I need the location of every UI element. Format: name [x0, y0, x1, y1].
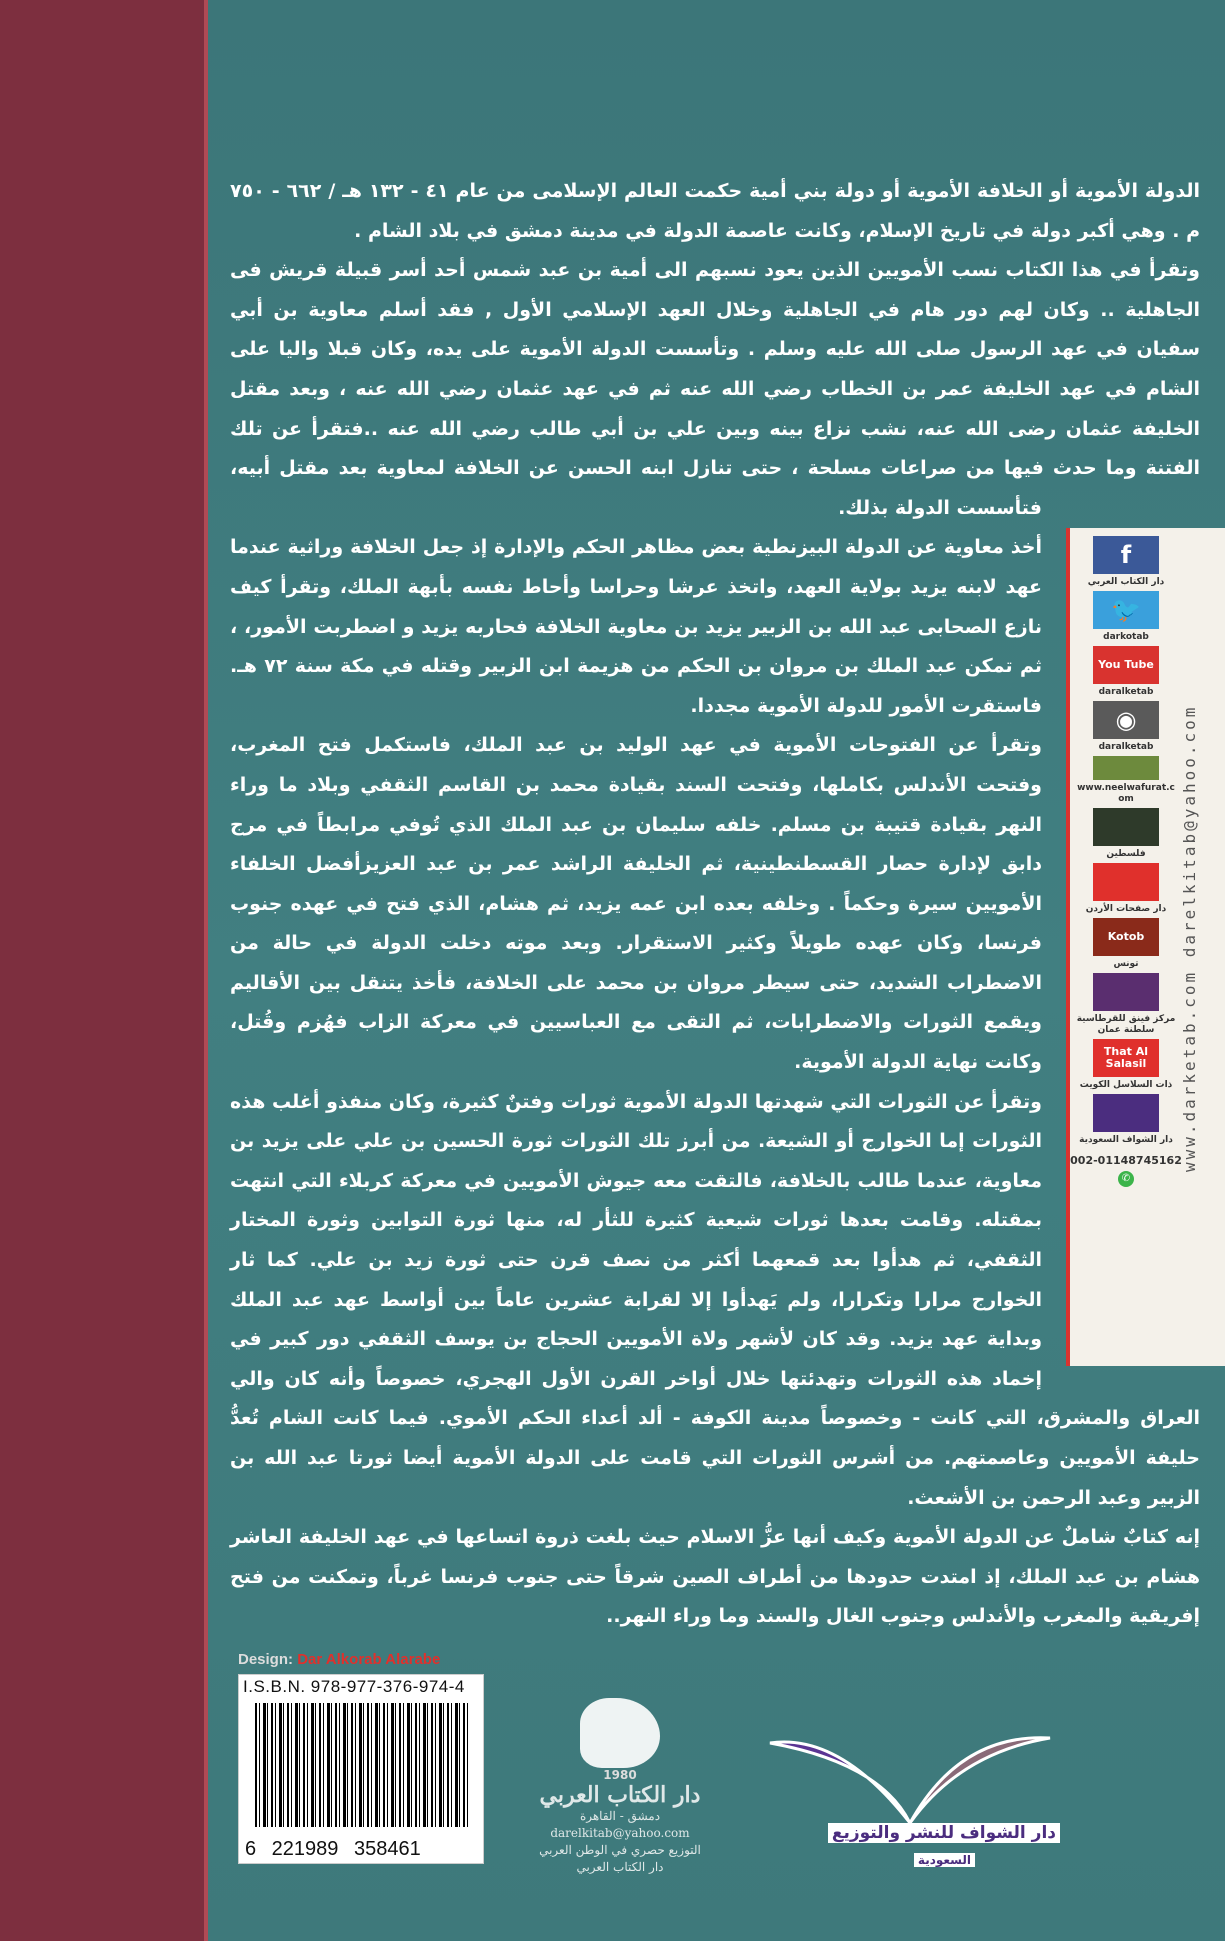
phone-number: 002-01148745162	[1070, 1154, 1182, 1167]
blurb-paragraph-2: وتقرأ في هذا الكتاب نسب الأمويين الذين يعود نسبهم الى أمية بن عبد شمس أحد أسر قبيلة قريش فى الجاهلية .. وكان لهم دور هام في الجاهلية وخلال العهد الإسلامي الأول , فقد أسلم معاوية بن أبي سفيان في عهد الرسول صلى الله عليه وسلم . وتأسست الدولة الأموية على يده، وكان قبلا واليا على الشام في عهد الخليفة عمر بن الخطاب رضي الله عنه ثم في عهد عثمان رضي الله عنه ، وبعد مقتل الخليفة عثمان رضى الله عنه، نشب نزاع بينه وبين علي بن أبي طالب رضي الله عنه ..فتقرأ عن تلك الفتنة وما حدث فيها من صراعات مسلحة ، حتى تنازل ابنه الحسن عن الخلافة لمعاوية بعد مقتل أبيه، فتأسست الدولة بذلك.	[230, 259, 1200, 519]
instagram-icon: ◉	[1093, 701, 1159, 739]
arab-world-map-icon	[580, 1698, 660, 1768]
distributor-column	[1070, 536, 1182, 1187]
distributor-caption: daralketab	[1098, 687, 1154, 697]
blurb-paragraph-6: إنه كتابٌ شاملٌ عن الدولة الأموية وكيف أنها عزُّ الاسلام حيث بلغت ذروة اتساعها في عهد الخليفة العاشر هشام بن عبد الملك، إذ امتدت حدودها من أطراف الصين شرقاً حتى جنوب فرنسا غرباً، وتمكنت من فتح إفريقية والمغرب والأندلس وجنوب الغال والسند وما وراء النهر..	[230, 1526, 1200, 1628]
youtube-icon: You Tube	[1093, 646, 1159, 684]
publisher-email: darelkitab@yahoo.com	[550, 1825, 690, 1840]
distributor-caption: ذات السلاسل الكويت	[1079, 1080, 1173, 1090]
that-al-salasil-icon: That Al Salasil	[1093, 1039, 1159, 1077]
palestine-store-icon	[1093, 808, 1159, 846]
blurb-paragraph-3: أخذ معاوية عن الدولة البيزنطية بعض مظاهر الحكم والإدارة إذ جعل الخلافة وراثية عندما عهد لابنه يزيد بولاية العهد، واتخذ عرشا وحراسا وأحاط نفسه بأبهة الملك، وتقرأ كيف نازع الصحابى عبد الله بن الزبير يزيد بن معاوية الخلافة فحاربه يزيد و اضطربت الأمور، ، ثم تمكن عبد الملك بن مروان بن الحكم من هزيمة ابن الزبير وقتله في مكة سنة ٧٢ هـ. فاستقرت الأمور للدولة الأموية مجددا.	[230, 536, 1042, 717]
book-spine	[0, 0, 204, 1941]
distributor-caption: مركز فينق للقرطاسية سلطنة عمان	[1076, 1014, 1176, 1035]
facebook-icon: f	[1093, 536, 1159, 574]
publisher-name: دار الكتاب العربي	[539, 1781, 701, 1808]
website-email-vertical: www.darketab.com darelkitab@yahoo.com	[1180, 704, 1199, 1172]
barcode-bars	[255, 1703, 469, 1827]
blurb-text	[230, 0, 1200, 1637]
isbn-barcode	[238, 1674, 484, 1864]
blurb-paragraph-5: وتقرأ عن الثورات التي شهدتها الدولة الأموية ثورات وفتنٌ كثيرة، وكان منفذو أغلب هذه الثورات إما الخوارج أو الشيعة. من أبرز تلك الثورات ثورة الحسين بن علي على يزيد بن معاوية، عندما طالب بالخلافة، فالتقت معه جيوش الأمويين في معركة كربلاء التي انتهت بمقتله. وقامت بعدها ثورات شيعية كثيرة للثأر له، منها ثورة التوابين وثورة المختار الثقفي، ثم هدأوا بعد قمعهما أكثر من نصف قرن حتى ثورة زيد بن علي. كما ثار الخوارج مرارا وتكرارا، ولم يَهدأوا إلا لقرابة عشرين عاماً بين أواسط عهد عبد الملك وبداية عهد يزيد. وقد كان لأشهر ولاة الأمويين الحجاج بن يوسف الثقفي دور كبير في إخماد هذه الثورات وتهدئتها خلال أواخر القرن الأول الهجري، خصوصاً وأنه كان والي العراق والمشرق، التي كانت - وخصوصاً مدينة الكوفة - ألد أعداء الحكم الأموي. فيما كانت الشام تُعدُّ حليفة الأمويين وعاصمتهم. من أشرس الثورات التي قامت على الدولة الأموية أيضا ثورتا عبد الله بن الزبير وعبد الرحمن بن الأشعث.	[230, 1090, 1200, 1509]
distributor-caption: www.neelwafurat.com	[1077, 783, 1175, 804]
publisher-cities: دمشق - القاهرة	[579, 1808, 661, 1823]
founding-year: 1980	[603, 1767, 637, 1782]
design-credit	[238, 1651, 440, 1668]
shawaf-country: السعودية	[914, 1853, 975, 1867]
cover-footer	[0, 1651, 1225, 1941]
isbn-text: I.S.B.N. 978-977-376-974-4	[243, 1676, 465, 1696]
dar-alshawaf-logo	[760, 1723, 1060, 1883]
kotob-icon: Kotob	[1093, 918, 1159, 956]
shawaf-wing-icon	[760, 1723, 1060, 1823]
distributor-caption: daralketab	[1098, 742, 1154, 752]
dar-alkitab-logo	[510, 1698, 730, 1876]
ean-number: 6 221989 358461	[245, 1837, 421, 1860]
distribution-note: التوزيع حصري في الوطن العربي	[539, 1842, 701, 1857]
distributor-caption: دار الشواف السعودية	[1079, 1135, 1173, 1145]
distributor-caption: دار الكتاب العربي	[1087, 577, 1165, 587]
whatsapp-icon: ✆	[1118, 1171, 1134, 1187]
distributor-caption: darkotab	[1103, 632, 1149, 642]
distributor-caption: دار صفحات الأردن	[1085, 904, 1167, 914]
dar-safahat-icon	[1093, 863, 1159, 901]
phoenix-stationery-icon	[1093, 973, 1159, 1011]
distributor-caption: فلسطين	[1106, 849, 1146, 859]
blurb-paragraph-4: وتقرأ عن الفتوحات الأموية في عهد الوليد بن عبد الملك، فاستكمل فتح المغرب، وفتحت الأندلس بكاملها، وفتحت السند بقيادة محمد بن القاسم الثقفي وبلاد ما وراء النهر بقيادة قتيبة بن مسلم. خلفه سليمان بن عبد الملك الذي تُوفي مرابطاً في مرج دابق لإدارة حصار القسطنطينية، ثم الخليفة الراشد عمر بن عبد العزيزأفضل الخلفاء الأمويين سيرة وحكماً . وخلفه بعده ابن عمه يزيد، ثم هشام، الذي فتح في عهده جنوب فرنسا، وكان عهده طويلاً وكثير الاستقرار. وبعد موته دخلت الدولة في حالة من الاضطراب الشديد، حتى سيطر مروان بن محمد على الخلافة، فأخذ يتنقل بين الأقاليم ويقمع الثورات والاضطرابات، ثم التقى مع العباسيين في معركة الزاب فهُزم وقُتل، وكانت نهاية الدولة الأموية.	[230, 734, 1042, 1074]
distributor-logos	[1076, 536, 1176, 1146]
distributors-sidebar	[1066, 528, 1225, 1366]
distributor-caption: تونس	[1113, 959, 1139, 969]
design-label: Design:	[238, 1650, 294, 1668]
blurb-paragraph-1: الدولة الأموية أو الخلافة الأموية أو دولة بني أمية حكمت العالم الإسلامى من عام ٤١ - ١٣٢ هـ / ٦٦٢ - ٧٥٠ م . وهي أكبر دولة في تاريخ الإسلام، وكانت عاصمة الدولة في مدينة دمشق في بلاد الشام .	[230, 180, 1200, 242]
design-name: Dar Alkorab Alarabe	[297, 1650, 441, 1668]
shawaf-name: دار الشواف للنشر والتوزيع	[828, 1823, 1060, 1843]
twitter-icon: 🐦	[1093, 591, 1159, 629]
distribution-note-2: دار الكتاب العربي	[576, 1859, 664, 1874]
neelwafurat-icon	[1093, 756, 1159, 780]
dar-alshawaf-icon	[1093, 1094, 1159, 1132]
